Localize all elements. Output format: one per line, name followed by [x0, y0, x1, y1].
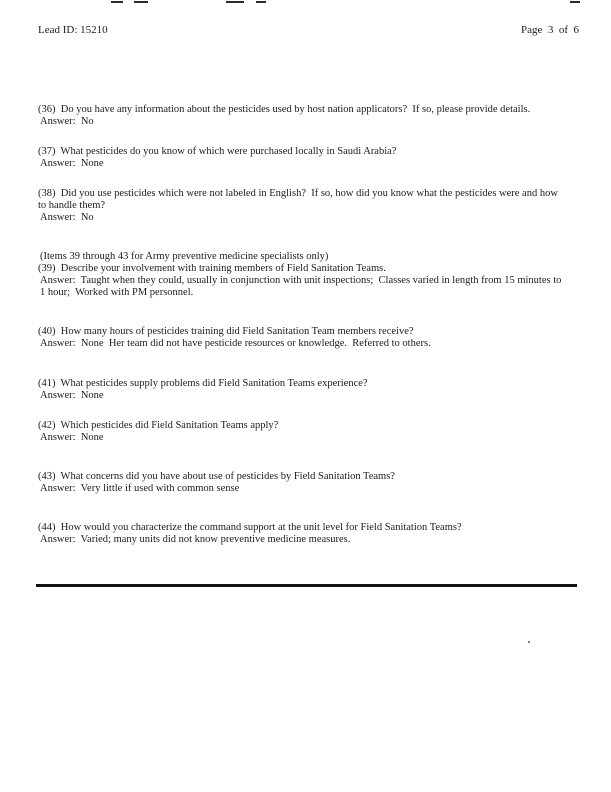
answer-text: Answer: Varied; many units did not know preventive medicine measures.: [40, 534, 351, 545]
scan-artifact: [570, 1, 580, 3]
scan-artifact: [256, 1, 266, 3]
answer-text: Answer: Very little if used with common sense: [40, 483, 240, 494]
question-block-43: [38, 471, 565, 495]
answer-text: Answer: No: [40, 116, 94, 127]
question-block-44: [38, 522, 565, 546]
scan-artifact: [111, 1, 123, 3]
question-block-40: [38, 326, 565, 350]
answer-text: Answer: None: [40, 432, 104, 443]
question-block-37: [38, 146, 565, 170]
question-text: (43) What concerns did you have about use of pesticides by Field Sanitation Teams?: [38, 471, 395, 482]
scan-artifact: [226, 1, 244, 3]
page-number-label: Page 3 of 6: [520, 24, 579, 36]
question-text: (41) What pesticides supply problems did Field Sanitation Teams experience?: [38, 378, 368, 389]
section-note: (Items 39 through 43 for Army preventive medicine specialists only): [40, 251, 329, 262]
footer-rule: [36, 584, 577, 587]
scan-artifact: [134, 1, 148, 3]
question-block-41: [38, 378, 565, 402]
answer-text: Answer: No: [40, 212, 94, 223]
question-block-42: [38, 420, 565, 444]
question-text: (44) How would you characterize the command support at the unit level for Field Sanitation Teams?: [38, 522, 462, 533]
question-text: (40) How many hours of pesticides training did Field Sanitation Team members receive?: [38, 326, 414, 337]
question-block-36: [38, 104, 565, 128]
question-block-39: [38, 263, 565, 299]
lead-id-label: Lead ID: 15210: [38, 24, 108, 36]
question-text: (39) Describe your involvement with training members of Field Sanitation Teams.: [38, 263, 386, 274]
question-block-38: [38, 188, 565, 224]
answer-text: Answer: None: [40, 390, 104, 401]
question-text: (42) Which pesticides did Field Sanitation Teams apply?: [38, 420, 279, 431]
scan-artifact: [528, 641, 530, 643]
question-text: (38) Did you use pesticides which were not labeled in English? If so, how did you know what the pesticides were and how to handle them?: [38, 188, 561, 211]
question-text: (37) What pesticides do you know of which were purchased locally in Saudi Arabia?: [38, 146, 397, 157]
answer-text: Answer: None: [40, 158, 104, 169]
questionnaire-content: [38, 104, 565, 564]
answer-text: Answer: None Her team did not have pesticide resources or knowledge. Referred to others.: [40, 338, 431, 349]
question-text: (36) Do you have any information about the pesticides used by host nation applicators? If so, please provide details.: [38, 104, 531, 115]
answer-text: Answer: Taught when they could, usually in conjunction with unit inspections; Classes varied in length from 15 minutes to 1 hour; Worked with PM personnel.: [40, 275, 565, 298]
